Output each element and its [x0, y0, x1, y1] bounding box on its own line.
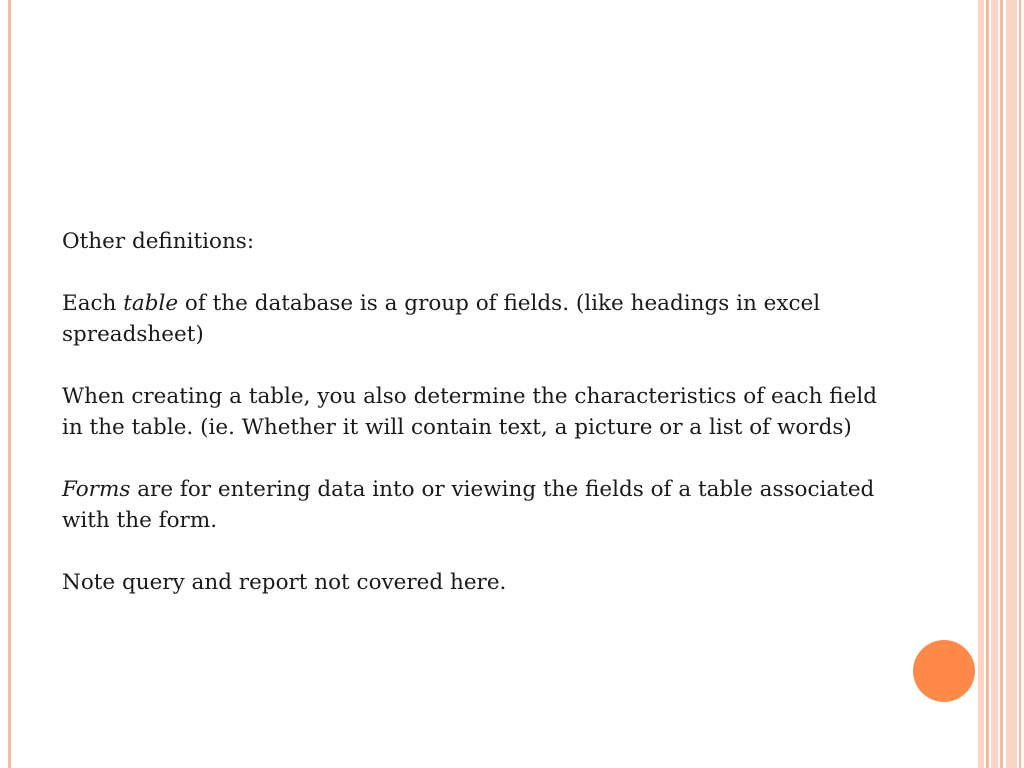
text: are for entering data into or viewing the fields of a table associated with the form.: [62, 477, 875, 533]
slide-heading: Other definitions:: [62, 229, 255, 254]
text: of the database is a group of fields. (like headings in excel spreadsheet): [62, 291, 821, 347]
left-border-stripe: [8, 0, 11, 768]
right-border-stripe: [978, 0, 984, 768]
orange-circle-decoration: [913, 640, 975, 702]
right-border-stripe: [986, 0, 989, 768]
right-border-stripe: [991, 0, 998, 768]
italic-term: Forms: [62, 477, 131, 502]
text: Each: [62, 291, 124, 316]
slide-body: [62, 226, 902, 598]
paragraph-table: [62, 288, 902, 350]
paragraph-note: [62, 567, 902, 598]
right-border-stripe: [1000, 0, 1003, 768]
right-border-stripe: [1006, 0, 1017, 768]
right-border-stripe: [1019, 0, 1021, 768]
text: When creating a table, you also determine the characteristics of each field in the table. (ie. Whether it will contain text, a picture or a list of words): [62, 384, 877, 440]
italic-term: table: [123, 291, 179, 316]
text: Note query and report not covered here.: [62, 570, 507, 595]
paragraph-forms: [62, 474, 902, 536]
paragraph-field-characteristics: [62, 381, 902, 443]
